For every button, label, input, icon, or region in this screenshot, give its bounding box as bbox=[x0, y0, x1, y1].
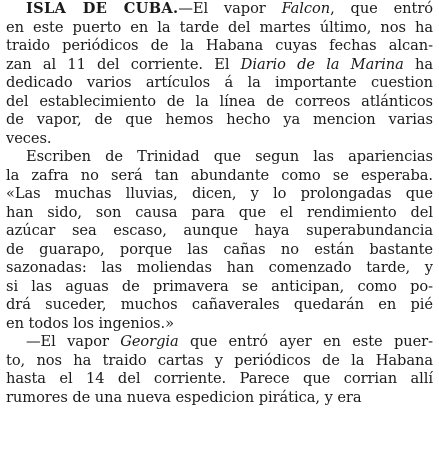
text-run: sazonadas: las moliendas han comenzado tarde, y bbox=[6, 259, 433, 276]
text-run: , que entró bbox=[330, 0, 433, 17]
text-line bbox=[6, 204, 433, 223]
text-run: del establecimiento de la línea de correos atlánticos bbox=[6, 92, 433, 110]
text-run: azúcar sea escaso, aunque haya superabundancia bbox=[6, 222, 433, 239]
article-heading: ISLA DE CUBA. bbox=[26, 0, 179, 17]
text-run: en este puerto en la tarde del martes último, nos ha bbox=[6, 18, 433, 36]
italic-title: Diario de la Marina bbox=[240, 55, 404, 73]
italic-title: Georgia bbox=[120, 333, 179, 350]
text-line bbox=[6, 315, 433, 334]
paragraph-trinidad bbox=[6, 148, 433, 333]
text-line bbox=[6, 278, 433, 297]
text-run: la zafra no será tan abundante como se esperaba. bbox=[6, 166, 433, 184]
text-run: to, nos ha traido cartas y periódicos de la Habana bbox=[6, 351, 433, 369]
text-run: rumores de una nueva espedicion pirática, y era bbox=[6, 388, 362, 406]
paragraph-georgia bbox=[6, 333, 433, 407]
text-line bbox=[6, 259, 433, 278]
text-line bbox=[6, 37, 433, 56]
text-line bbox=[6, 352, 433, 371]
text-line bbox=[6, 56, 433, 75]
text-run: —El vapor bbox=[26, 333, 121, 350]
text-run: veces. bbox=[6, 129, 52, 147]
text-line bbox=[6, 74, 433, 93]
text-line bbox=[6, 19, 433, 38]
text-run: traido periódicos de la Habana cuyas fechas alcan- bbox=[6, 37, 433, 54]
text-run: han sido, son causa para que el rendimiento del bbox=[6, 203, 433, 221]
text-line bbox=[6, 0, 433, 19]
text-line bbox=[6, 130, 433, 149]
text-line bbox=[6, 370, 433, 389]
text-line bbox=[6, 222, 433, 241]
text-run: zan al 11 del corriente. El bbox=[6, 55, 241, 73]
text-run: dedicado varios artículos á la importante cuestion bbox=[6, 74, 433, 91]
text-run: en todos los ingenios.» bbox=[6, 314, 174, 332]
text-run: que entró ayer en este puer- bbox=[178, 333, 433, 350]
text-run: Escriben de Trinidad que segun las apariencias bbox=[26, 148, 433, 165]
text-run: de guarapo, porque las cañas no están bastante bbox=[6, 240, 433, 258]
text-line bbox=[6, 296, 433, 315]
text-line bbox=[6, 333, 433, 352]
text-run: de vapor, de que hemos hecho ya mencion varias bbox=[6, 111, 433, 128]
text-run: drá suceder, muchos cañaverales quedarán en pié bbox=[6, 296, 433, 313]
text-run: «Las muchas lluvias, dicen, y lo prolongadas que bbox=[6, 185, 433, 202]
text-run: si las aguas de primavera se anticipan, como po- bbox=[6, 277, 433, 295]
italic-title: Falcon bbox=[281, 0, 331, 17]
text-run: ha bbox=[403, 55, 433, 73]
text-line bbox=[6, 167, 433, 186]
text-line bbox=[6, 389, 433, 408]
text-run: —El vapor bbox=[178, 0, 282, 17]
text-line bbox=[6, 111, 433, 130]
text-run: hasta el 14 del corriente. Parece que corrian allí bbox=[6, 370, 433, 387]
paragraph-isla-de-cuba bbox=[6, 0, 433, 148]
text-line bbox=[6, 148, 433, 167]
text-line bbox=[6, 241, 433, 260]
text-line bbox=[6, 185, 433, 204]
newspaper-column bbox=[6, 0, 433, 455]
text-line bbox=[6, 93, 433, 112]
